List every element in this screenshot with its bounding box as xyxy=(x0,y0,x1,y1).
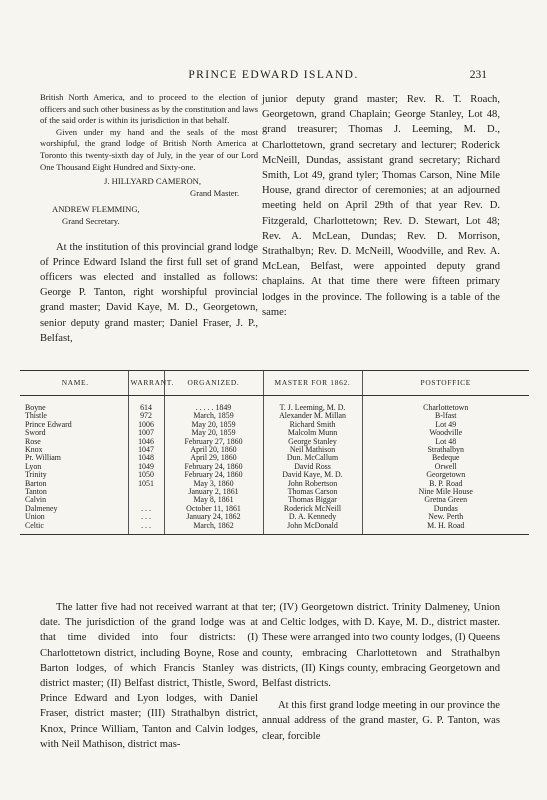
postoffice-cell: Gretna Green xyxy=(362,496,529,504)
warrant-cell: 1048 xyxy=(128,454,164,462)
lodge-name-cell: Calvin xyxy=(25,495,47,505)
postoffice-cell: Woodville xyxy=(362,429,529,437)
warrant-cell: 614 xyxy=(128,396,164,413)
warrant-cell: 1050 xyxy=(128,471,164,479)
postoffice-cell: Lot 48 xyxy=(362,438,529,446)
lodge-name-cell: Boyne xyxy=(25,403,46,412)
organized-cell: May 20, 1859 xyxy=(164,421,263,429)
lodge-name-cell: Lyon xyxy=(25,461,42,471)
table-row xyxy=(20,522,529,534)
warrant-cell: 1007 xyxy=(128,429,164,437)
warrant-cell: 1046 xyxy=(128,438,164,446)
master-cell: Thomas Biggar xyxy=(263,496,362,504)
signature-cameron-title: Grand Master. xyxy=(190,187,240,198)
postoffice-cell: Orwell xyxy=(362,463,529,471)
master-cell: Dun. McCallum xyxy=(263,454,362,462)
warrant-cell xyxy=(128,488,164,496)
lodge-name-cell: Pr. William xyxy=(25,453,61,463)
warrant-cell: . . . xyxy=(128,513,164,521)
postoffice-cell: Nine Mile House xyxy=(362,488,529,496)
county-lodges-paragraph: ter; (IV) Georgetown district. Trinity Dalmeney, Union and Celtic lodges, with D. Kaye, M. D., district master. These were arranged into two county lodges, (I) Queens county, embracing Charlottetown and Strathalbyn districts, (II) Kings county, embracing Georgetown and Belfast districts. xyxy=(262,602,500,690)
signature-flemming-name: ANDREW FLEMMING, xyxy=(52,204,140,215)
master-cell: Alexander M. Millan xyxy=(263,412,362,420)
header-name: NAME. xyxy=(20,371,128,396)
master-cell: Neil Mathison xyxy=(263,446,362,454)
lodge-name-cell: Sword xyxy=(25,428,46,438)
organized-cell: January 2, 1861 xyxy=(164,488,263,496)
organized-cell: May 20, 1859 xyxy=(164,429,263,437)
bottom-left-column xyxy=(40,600,258,752)
lodge-name-cell: Dalmeney xyxy=(25,503,58,513)
postoffice-cell: Dundas xyxy=(362,505,529,513)
bottom-right-column xyxy=(262,600,500,744)
lodge-name-cell: Barton xyxy=(25,478,47,488)
signature-cameron-name: J. HILLYARD CAMERON, xyxy=(104,176,202,187)
lodge-name-cell: Prince Edward xyxy=(25,419,72,429)
table-row xyxy=(20,396,529,413)
organized-cell: October 11, 1861 xyxy=(164,505,263,513)
postoffice-cell: Strathalbyn xyxy=(362,446,529,454)
charter-text-1: British North America, and to proceed to the election of officers and such other business as by the constitution and laws of the said order is within its jurisdiction in that behalf. xyxy=(40,92,258,126)
master-cell: David Ross xyxy=(263,463,362,471)
page-number: 231 xyxy=(469,69,487,81)
lodge-name-cell: Tanton xyxy=(25,487,47,497)
master-cell: John McDonald xyxy=(263,522,362,534)
warrant-cell: 1006 xyxy=(128,421,164,429)
organized-cell: April 20, 1860 xyxy=(164,446,263,454)
table-header-row xyxy=(20,371,529,396)
lodges-table xyxy=(20,370,529,535)
right-column xyxy=(262,92,500,320)
charter-text-2: Given under my hand and the seals of the most worshipful, the grand lodge of British North America at Toronto this twenty-sixth day of July, in the year of our Lord One Thousand Eight Hundred and Sixty-one. xyxy=(40,126,258,172)
warrant-cell: 972 xyxy=(128,412,164,420)
lodge-name-cell: Rose xyxy=(25,436,41,446)
organized-cell: May 8, 1861 xyxy=(164,496,263,504)
postoffice-cell: Georgetown xyxy=(362,471,529,479)
header-postoffice: POSTOFFICE xyxy=(362,371,529,396)
master-cell: D. A. Kennedy xyxy=(263,513,362,521)
header-warrant: WARRANT. xyxy=(128,371,164,396)
master-cell: Roderick McNeill xyxy=(263,505,362,513)
officers-paragraph: junior deputy grand master; Rev. R. T. Roach, Georgetown, grand Chaplain; George Stanley, Lot 48, grand treasurer; Thomas J. Leeming, M. D., Charlottetown, grand secretary and lecturer; Roderick McNeill, Dundas, assistant grand secretary; Richard Smith, Lot 49, grand tyler; Thomas Carson, Nine Mile House, grand director of ceremonies; at an adjourned meeting held on April 29th of that year Rev. D. Fitzgerald, Charlottetown; Rev. D. Stewart, Lot 48; Rev. A. McLean, Dundas; Rev. D. Morrison, Strathalbyn; Rev. D. McNeill, Woodville, and Rev. A. McLean, Belfast, were appointed deputy grand chaplains. At that time there were fifteen primary lodges in the province. The following is a table of the same: xyxy=(262,94,500,318)
organized-cell: February 24, 1860 xyxy=(164,471,263,479)
master-cell: Thomas Carson xyxy=(263,488,362,496)
table-body xyxy=(20,396,529,535)
organized-cell: March, 1862 xyxy=(164,522,263,534)
postoffice-cell: Bedeque xyxy=(362,454,529,462)
postoffice-cell: M. H. Road xyxy=(362,522,529,534)
master-cell: David Kaye, M. D. xyxy=(263,471,362,479)
left-column xyxy=(40,92,258,346)
postoffice-cell: New. Perth xyxy=(362,513,529,521)
organized-cell: February 27, 1860 xyxy=(164,438,263,446)
lodge-name-cell: Thistle xyxy=(25,411,47,421)
districts-paragraph: The latter five had not received warrant at that date. The jurisdiction of the grand lodge was at that time divided into four districts: (I) Charlottetown district, including Boyne, Rose and Barton lodges, of which Francis Stanley was district master; (II) Belfast district, Thistle, Sword, Prince Edward and Lyon lodges, with Daniel Fraser, district master; (III) Strathalbyn district, Knox, Prince William, Tanton and Calvin lodges, with Neil Mathison, district mas- xyxy=(40,602,258,750)
warrant-cell: 1049 xyxy=(128,463,164,471)
organized-cell: May 3, 1860 xyxy=(164,480,263,488)
lodge-name-cell: Celtic xyxy=(25,520,44,530)
warrant-cell: . . . xyxy=(128,505,164,513)
postoffice-cell: Lot 49 xyxy=(362,421,529,429)
header-organized: ORGANIZED. xyxy=(164,371,263,396)
organized-cell: February 24, 1860 xyxy=(164,463,263,471)
postoffice-cell: Charlottetown xyxy=(362,396,529,413)
master-cell: Malcolm Munn xyxy=(263,429,362,437)
warrant-cell: 1047 xyxy=(128,446,164,454)
postoffice-cell: B-lfast xyxy=(362,412,529,420)
first-meeting-paragraph: At this first grand lodge meeting in our province the annual address of the grand master, G. P. Tanton, was clear, forcible xyxy=(262,700,500,742)
master-cell: T. J. Leeming, M. D. xyxy=(263,396,362,413)
master-cell: Richard Smith xyxy=(263,421,362,429)
organized-cell: March, 1859 xyxy=(164,412,263,420)
lodge-name-cell: Trinity xyxy=(25,470,47,480)
organized-cell: . . . . . 1849 xyxy=(164,396,263,413)
institution-paragraph: At the institution of this provincial grand lodge of Prince Edward Island the first full set of grand officers was elected and installed as follows: George P. Tanton, right worshipful provincial grand master; David Kaye, M. D., Georgetown, senior deputy grand master; Daniel Fraser, J. P., Belfast, xyxy=(40,241,258,344)
header-master: MASTER FOR 1862. xyxy=(263,371,362,396)
lodge-name-cell: Union xyxy=(25,512,45,522)
warrant-cell: 1051 xyxy=(128,480,164,488)
organized-cell: January 24, 1862 xyxy=(164,513,263,521)
running-title: PRINCE EDWARD ISLAND. xyxy=(188,69,359,81)
lodge-name-cell: Knox xyxy=(25,445,43,455)
organized-cell: April 29, 1860 xyxy=(164,454,263,462)
postoffice-cell: B. P. Road xyxy=(362,480,529,488)
running-head xyxy=(0,69,547,85)
master-cell: George Stanley xyxy=(263,438,362,446)
warrant-cell: . . . xyxy=(128,522,164,534)
master-cell: John Robertson xyxy=(263,480,362,488)
signature-flemming-title: Grand Secretary. xyxy=(62,215,120,226)
